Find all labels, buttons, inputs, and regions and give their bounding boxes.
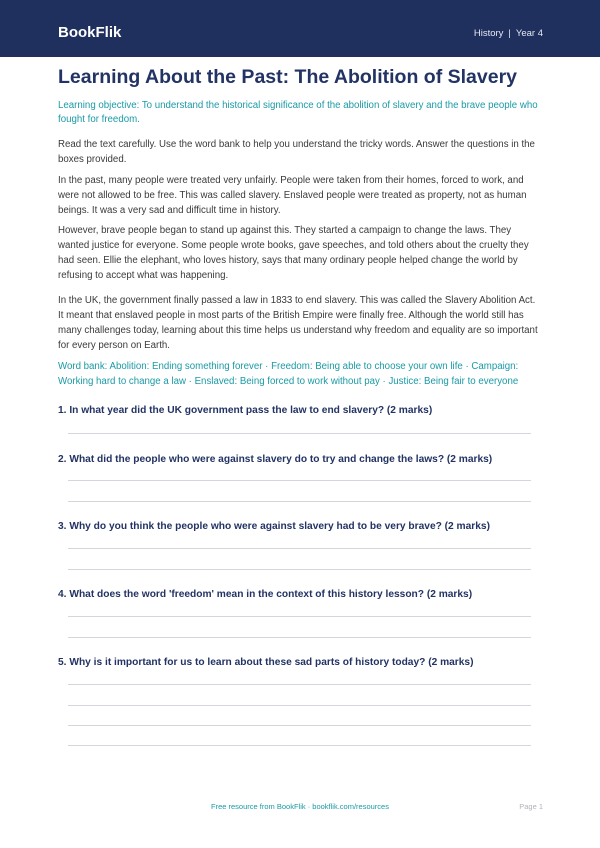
body-paragraph-3: In the UK, the government finally passed a law in 1833 to end slavery. This was called the Slavery Abolition Act. It meant that enslaved people in most parts of the British Empire were finally free. Although the world still has many challenges today, learning about this time helps us understand why freedom and equality are so important for every person on Earth. [58,295,538,351]
subject-year-label [474,28,543,39]
year-label: Year 4 [515,28,543,39]
answer-line[interactable] [68,745,531,746]
page-number: Page 1 [519,802,543,811]
question-1: 1. In what year did the UK government pass the law to end slavery? (2 marks) [58,405,433,416]
answer-line[interactable] [68,501,531,502]
answer-line[interactable] [68,480,531,481]
answer-line[interactable] [68,569,531,570]
answer-line[interactable] [68,637,531,638]
footer-credit: Free resource from BookFlik · bookflik.com/resources [211,802,389,811]
question-4: 4. What does the word 'freedom' mean in the context of this history lesson? (2 marks) [58,589,473,600]
question-2: 2. What did the people who were against slavery do to try and change the laws? (2 marks) [58,454,493,465]
subject-label: History [473,28,504,39]
answer-line[interactable] [68,548,531,549]
brand-logo: BookFlik [58,24,122,41]
answer-line[interactable] [68,684,531,685]
instructions-paragraph: Read the text carefully. Use the word bank to help you understand the tricky words. Answer the questions in the boxes provided. [58,139,535,165]
body-paragraph-1: In the past, many people were treated very unfairly. People were taken from their homes, forced to work, and were not allowed to be free. This was called slavery. Enslaved people were treated as property, not as human beings. It was a very sad and difficult time in history. [58,175,527,216]
question-5: 5. Why is it important for us to learn about these sad parts of history today? (2 marks) [58,657,474,668]
answer-line[interactable] [68,705,531,706]
word-bank: Word bank: Abolition: Ending something forever · Freedom: Being able to choose your own life · Campaign: Working hard to change a law · Enslaved: Being forced to work without pay · Justice: Being fair to everyone [58,361,519,387]
answer-line[interactable] [68,725,531,726]
page-title: Learning About the Past: The Abolition of Slavery [58,66,518,88]
body-paragraph-2: However, brave people began to stand up against this. They started a campaign to change the laws. They wanted justice for everyone. Some people wrote books, gave speeches, and told others about the cruelty they had seen. Ellie the elephant, who loves history, says that many ordinary people helped change the world by refusing to accept what was happening. [58,225,529,281]
header-bar [0,0,600,57]
answer-line[interactable] [68,616,531,617]
learning-objective: Learning objective: To understand the historical significance of the abolition of slavery and the brave people who fought for freedom. [58,100,538,125]
meta-separator: | [508,28,511,39]
question-3: 3. Why do you think the people who were against slavery had to be very brave? (2 marks) [58,521,490,532]
answer-line[interactable] [68,433,531,434]
